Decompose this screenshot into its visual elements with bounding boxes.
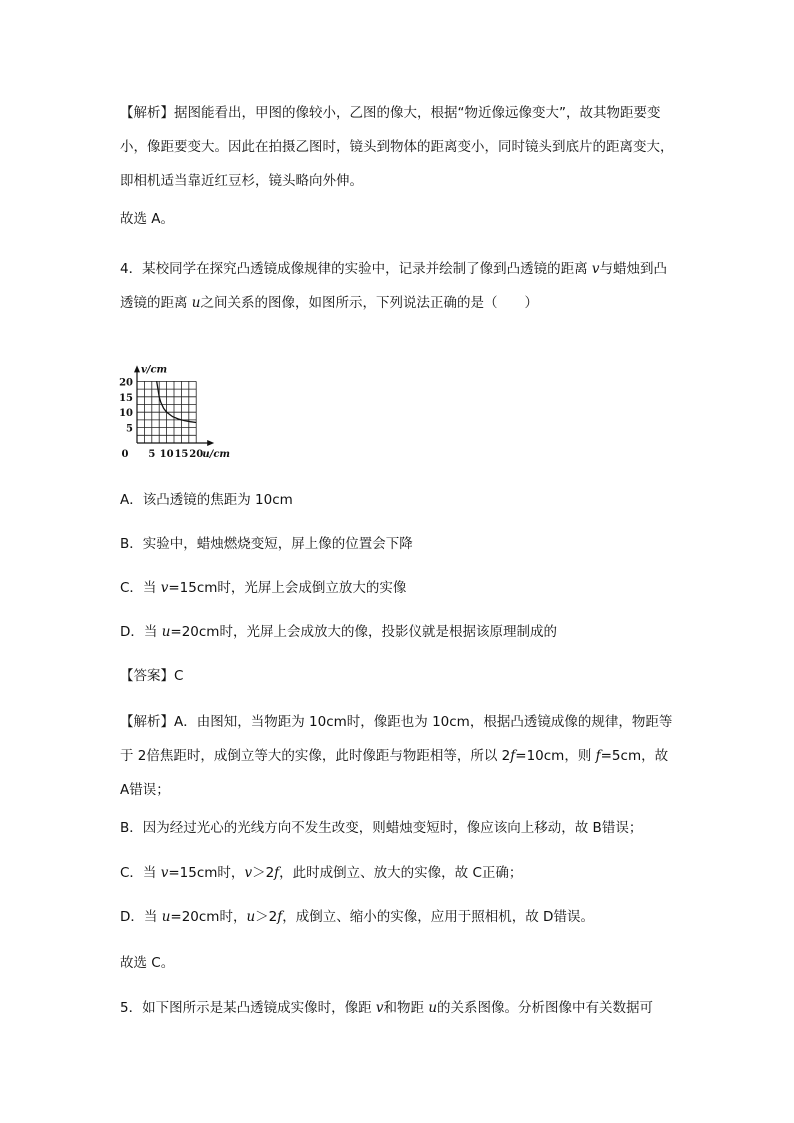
option-c xyxy=(120,571,680,605)
analysis-a-pre: 【解析】A．由图知，当物距为 10cm时，像距也为 10cm，根据凸透镜成像的规律，物距等于 2倍焦距时，成倒立等大的实像，此时像距与物距相等，所以 2 xyxy=(120,714,673,764)
q4-stem-b: 与蜡烛到凸透镜的距离 xyxy=(120,261,668,311)
q4-var-v: v xyxy=(591,261,600,277)
analysis-c xyxy=(120,856,680,890)
option-d-post: =20cm时，光屏上会成放大的像，投影仪就是根据该原理制成的 xyxy=(170,624,557,640)
q5-stem-b: 和物距 xyxy=(383,1000,429,1016)
option-c-post: =15cm时，光屏上会成倒立放大的实像 xyxy=(168,580,407,596)
q4-stem-c: 之间关系的图像，如图所示，下列说法正确的是（ ） xyxy=(200,295,538,311)
graph-curve xyxy=(157,381,197,422)
y-axis-arrow xyxy=(134,365,140,372)
analysis-c-mid2: ＞2 xyxy=(252,865,275,881)
q5-stem-a: 5．如下图所示是某凸透镜成实像时，像距 xyxy=(120,1000,376,1016)
q5-stem-c: 的关系图像。分析图像中有关数据可 xyxy=(437,1000,654,1016)
question-5-stem xyxy=(120,991,680,1025)
option-a: A．该凸透镜的焦距为 10cm xyxy=(120,492,293,508)
q4-stem-a: 4．某校同学在探究凸透镜成像规律的实验中，记录并绘制了像到凸透镜的距离 xyxy=(120,261,592,277)
analysis-a-post: =5cm，故 A错误； xyxy=(120,748,673,798)
analysis-d-mid2: ＞2 xyxy=(255,909,278,925)
analysis-c-pre: C．当 xyxy=(120,865,161,881)
v-u-graph xyxy=(115,330,285,465)
option-c-var: v xyxy=(160,580,169,596)
conclusion-q4: 故选 C。 xyxy=(120,955,175,971)
curve-segment-0 xyxy=(159,397,196,423)
y-tick-label: 15 xyxy=(119,392,133,404)
analysis-d-u2: u xyxy=(246,909,256,925)
y-tick-label: 5 xyxy=(126,423,133,435)
option-d-var: u xyxy=(161,624,171,640)
option-b: B．实验中，蜡烛燃烧变短，屏上像的位置会下降 xyxy=(120,536,413,552)
analysis-a xyxy=(120,705,680,807)
x-tick-label: 5 xyxy=(148,449,156,460)
analysis-d-f: f xyxy=(277,909,283,925)
q4-var-u: u xyxy=(191,295,201,311)
x-tick-label: 10 xyxy=(159,449,174,460)
analysis-a-f1: f xyxy=(510,748,516,764)
option-d xyxy=(120,615,680,649)
analysis-a-f2: f xyxy=(595,748,601,764)
answer: 【答案】C xyxy=(120,668,184,684)
analysis-prev: 【解析】据图能看出，甲图的像较小，乙图的像大，根据“物近像远像变大”，故其物距要变小，像距要变大。因此在拍摄乙图时，镜头到物体的距离变小，同时镜头到底片的距离变大，即相机适当靠近红豆杉，镜头略向外伸。 xyxy=(120,105,674,189)
analysis-d-post: ，成倒立、缩小的实像，应用于照相机，故 D错误。 xyxy=(282,909,594,925)
x-axis-arrow xyxy=(207,440,214,446)
analysis-d xyxy=(120,900,680,934)
analysis-d-u1: u xyxy=(161,909,171,925)
analysis-c-mid1: =15cm时， xyxy=(168,865,245,881)
x-tick-label: 0 xyxy=(121,449,129,460)
y-tick-label: 10 xyxy=(119,408,133,420)
option-c-pre: C．当 xyxy=(120,580,161,596)
analysis-c-v1: v xyxy=(160,865,169,881)
x-axis-label: u/cm xyxy=(202,449,230,460)
analysis-a-mid: =10cm，则 xyxy=(515,748,596,764)
analysis-c-v2: v xyxy=(244,865,253,881)
question-4-stem xyxy=(120,252,680,320)
y-axis-label: v/cm xyxy=(141,364,168,376)
q5-var-v: v xyxy=(375,1000,384,1016)
q5-var-u: u xyxy=(428,1000,438,1016)
analysis-d-pre: D．当 xyxy=(120,909,162,925)
conclusion-prev: 故选 A。 xyxy=(120,211,175,227)
y-tick-label: 20 xyxy=(119,377,133,389)
x-tick-label: 15 xyxy=(174,449,189,460)
analysis-c-post: ，此时成倒立、放大的实像，故 C正确； xyxy=(279,865,523,881)
option-d-pre: D．当 xyxy=(120,624,162,640)
analysis-c-f: f xyxy=(274,865,280,881)
analysis-d-mid1: =20cm时， xyxy=(170,909,247,925)
analysis-b: B．因为经过光心的光线方向不发生改变，则蜡烛变短时，像应该向上移动，故 B错误； xyxy=(120,820,643,836)
x-tick-label: 20 xyxy=(189,449,204,460)
